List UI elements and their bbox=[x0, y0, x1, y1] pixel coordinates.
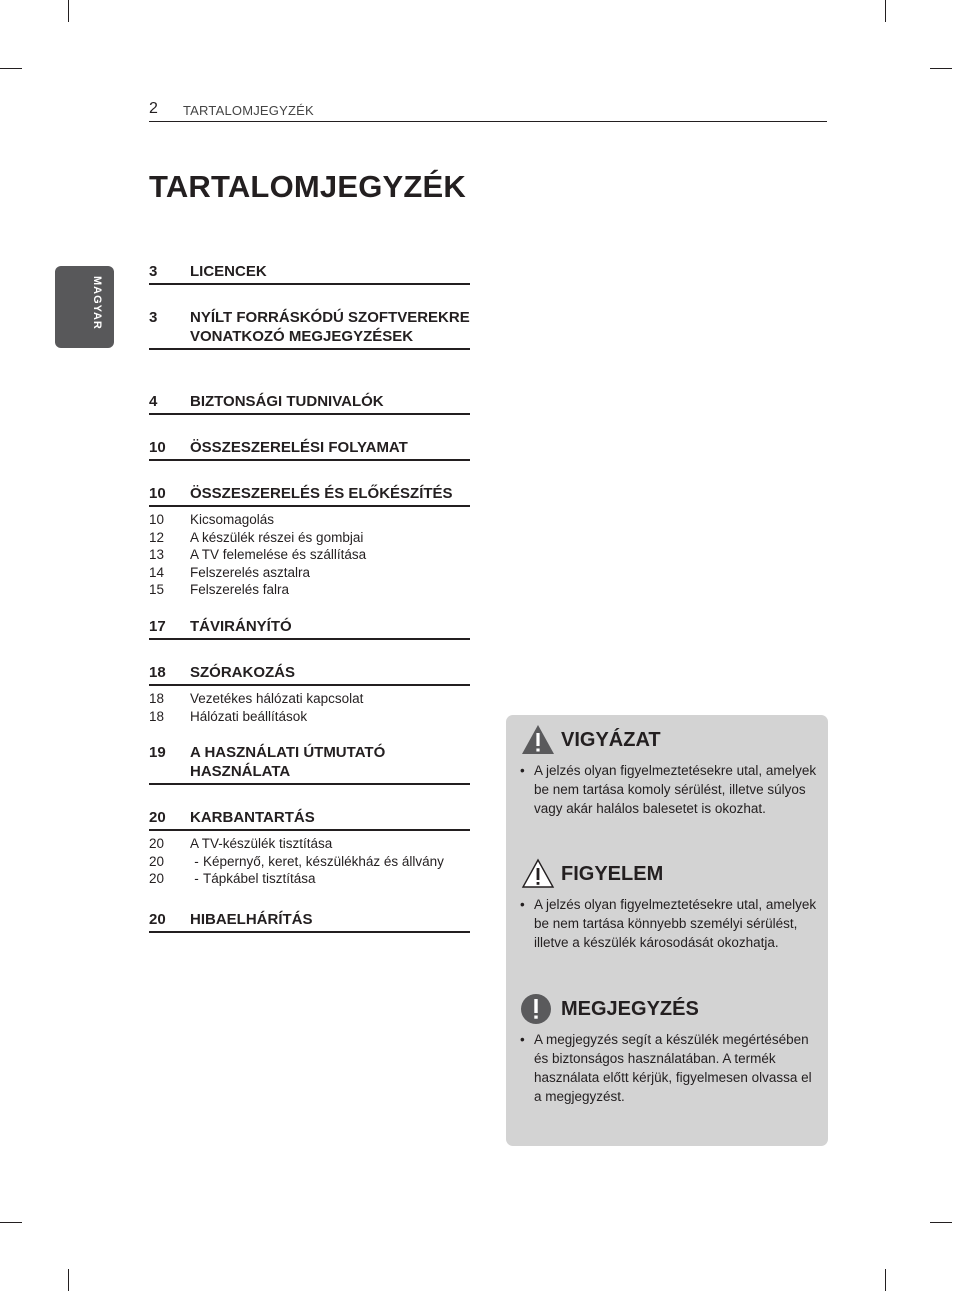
toc-sub-title: Képernyő, keret, készülékház és állvány bbox=[203, 853, 444, 869]
toc-sub-page-number: 18 bbox=[149, 691, 165, 706]
toc-main-row bbox=[149, 743, 470, 785]
toc-main-row bbox=[149, 308, 470, 350]
crop-mark bbox=[930, 68, 952, 69]
toc-title: ÖSSZESZERELÉSI FOLYAMAT bbox=[190, 439, 408, 456]
toc-page-number: 20 bbox=[149, 809, 166, 826]
toc-main-row bbox=[149, 617, 470, 640]
notice-text: A jelzés olyan figyelmeztetésekre utal, amelyek be nem tartása könnyebb személyi sérülést, illetve a készülék károsodását okozhatja. bbox=[534, 897, 817, 950]
toc-main-row bbox=[149, 910, 470, 933]
notice-heading bbox=[520, 992, 820, 1026]
toc-entry bbox=[149, 743, 470, 785]
toc-subentry bbox=[149, 529, 470, 547]
toc-sub-page-number: 20 bbox=[149, 836, 165, 851]
bullet-dot-icon: • bbox=[520, 763, 525, 778]
toc-sub-page-number: 20 bbox=[149, 853, 165, 869]
notice-label: VIGYÁZAT bbox=[561, 728, 661, 751]
toc-main-row bbox=[149, 484, 470, 507]
toc-title: A HASZNÁLATI ÚTMUTATÓ HASZNÁLATA bbox=[190, 744, 386, 780]
notice-heading bbox=[520, 723, 820, 757]
toc-entry bbox=[149, 617, 470, 640]
toc-title: ÖSSZESZERELÉS ÉS ELŐKÉSZÍTÉS bbox=[190, 485, 453, 502]
toc-entry bbox=[149, 484, 470, 599]
notice-text: A jelzés olyan figyelmeztetésekre utal, amelyek be nem tartása komoly sérülést, illetve súlyos vagy akár halálos balesetet is okozhat. bbox=[534, 763, 817, 816]
toc-page-number: 3 bbox=[149, 263, 158, 280]
toc-sub-title: Felszerelés falra bbox=[190, 582, 290, 597]
exclamation-circle-icon bbox=[520, 992, 556, 1026]
notice-bullet bbox=[520, 895, 820, 952]
toc-entry bbox=[149, 910, 470, 933]
toc-subentries bbox=[149, 831, 470, 888]
toc-sub-page-number: 20 bbox=[149, 871, 165, 886]
toc-main-row bbox=[149, 392, 470, 415]
toc-main-row bbox=[149, 808, 470, 831]
toc-main-row bbox=[149, 438, 470, 461]
toc-subentry bbox=[149, 511, 470, 529]
toc-page-number: 17 bbox=[149, 618, 166, 635]
notice-text: A megjegyzés segít a készülék megértésében és biztonságos használatában. A termék használata előtt kérjük, figyelmesen olvassa el a megjegyzést. bbox=[534, 1032, 812, 1104]
toc-sub-page-number: 15 bbox=[149, 582, 165, 597]
warning-triangle-filled-icon bbox=[520, 723, 556, 757]
bullet-dot-icon: • bbox=[520, 1032, 525, 1047]
notice-1 bbox=[520, 723, 820, 818]
crop-mark bbox=[0, 1222, 22, 1223]
toc-sub-title: A készülék részei és gombjai bbox=[190, 529, 364, 545]
toc-sub-title: Vezetékes hálózati kapcsolat bbox=[190, 691, 364, 706]
notice-label: FIGYELEM bbox=[561, 862, 664, 885]
notice-2 bbox=[520, 857, 820, 952]
toc-subentry bbox=[149, 564, 470, 582]
toc-sub-title: A TV-készülék tisztítása bbox=[190, 836, 333, 851]
toc-title: HIBAELHÁRÍTÁS bbox=[190, 911, 313, 928]
toc-title: TÁVIRÁNYÍTÓ bbox=[190, 618, 292, 635]
language-tab-label: MAGYAR bbox=[91, 276, 103, 330]
toc-sub-title: Hálózati beállítások bbox=[190, 708, 308, 724]
crop-mark bbox=[68, 1269, 69, 1291]
toc-title: NYÍLT FORRÁSKÓDÚ SZOFTVEREKRE VONATKOZÓ MEGJEGYZÉSEK bbox=[190, 309, 470, 345]
notice-3 bbox=[520, 992, 820, 1106]
toc-entry bbox=[149, 308, 470, 350]
toc-sub-dash: - bbox=[194, 853, 199, 869]
toc-entry bbox=[149, 438, 470, 461]
toc-page-number: 4 bbox=[149, 393, 158, 410]
notice-label: MEGJEGYZÉS bbox=[561, 997, 699, 1020]
bullet-dot-icon: • bbox=[520, 897, 525, 912]
toc-subentry bbox=[149, 708, 470, 726]
toc-subentry bbox=[149, 870, 470, 888]
toc-subentries bbox=[149, 507, 470, 599]
toc-title: LICENCEK bbox=[190, 263, 267, 280]
crop-mark bbox=[68, 0, 69, 22]
notice-bullet bbox=[520, 761, 820, 818]
toc-sub-title: Felszerelés asztalra bbox=[190, 564, 311, 580]
toc-page-number: 20 bbox=[149, 911, 166, 928]
crop-mark bbox=[885, 1269, 886, 1291]
toc-page-number: 3 bbox=[149, 309, 158, 326]
toc-main-row bbox=[149, 262, 470, 285]
toc-entry bbox=[149, 808, 470, 888]
notice-box bbox=[506, 715, 828, 1146]
toc-sub-title: A TV felemelése és szállítása bbox=[190, 547, 367, 562]
toc-title: KARBANTARTÁS bbox=[190, 809, 315, 826]
page-number: 2 bbox=[149, 100, 158, 117]
toc-entry bbox=[149, 663, 470, 725]
toc-main-row bbox=[149, 663, 470, 686]
toc-sub-title: Tápkábel tisztítása bbox=[203, 871, 316, 886]
toc-sub-page-number: 18 bbox=[149, 708, 165, 724]
running-header: TARTALOMJEGYZÉK bbox=[183, 103, 314, 118]
toc-page-number: 18 bbox=[149, 664, 166, 681]
toc-subentries bbox=[149, 686, 470, 725]
toc-sub-page-number: 12 bbox=[149, 529, 165, 545]
toc-entry bbox=[149, 392, 470, 415]
notice-heading bbox=[520, 857, 820, 891]
toc-title: SZÓRAKOZÁS bbox=[190, 664, 295, 681]
toc-subentry bbox=[149, 853, 470, 871]
toc-page-number: 10 bbox=[149, 439, 166, 456]
toc-subentry bbox=[149, 546, 470, 564]
toc-page-number: 10 bbox=[149, 485, 166, 502]
toc-subentry bbox=[149, 581, 470, 599]
warning-triangle-outline-icon bbox=[520, 857, 556, 891]
toc-entry bbox=[149, 262, 470, 285]
header-rule bbox=[149, 121, 827, 122]
toc-sub-page-number: 10 bbox=[149, 512, 165, 527]
toc-sub-dash: - bbox=[194, 871, 199, 886]
toc-title: BIZTONSÁGI TUDNIVALÓK bbox=[190, 393, 384, 410]
toc-page-number: 19 bbox=[149, 744, 166, 761]
toc-subentry bbox=[149, 835, 470, 853]
crop-mark bbox=[885, 0, 886, 22]
crop-mark bbox=[0, 68, 22, 69]
toc-sub-page-number: 13 bbox=[149, 547, 165, 562]
notice-bullet bbox=[520, 1030, 820, 1106]
toc-subentry bbox=[149, 690, 470, 708]
language-tab bbox=[55, 266, 114, 348]
crop-mark bbox=[930, 1222, 952, 1223]
toc-sub-page-number: 14 bbox=[149, 564, 165, 580]
toc-sub-title: Kicsomagolás bbox=[190, 512, 275, 527]
page-title: TARTALOMJEGYZÉK bbox=[149, 169, 467, 204]
